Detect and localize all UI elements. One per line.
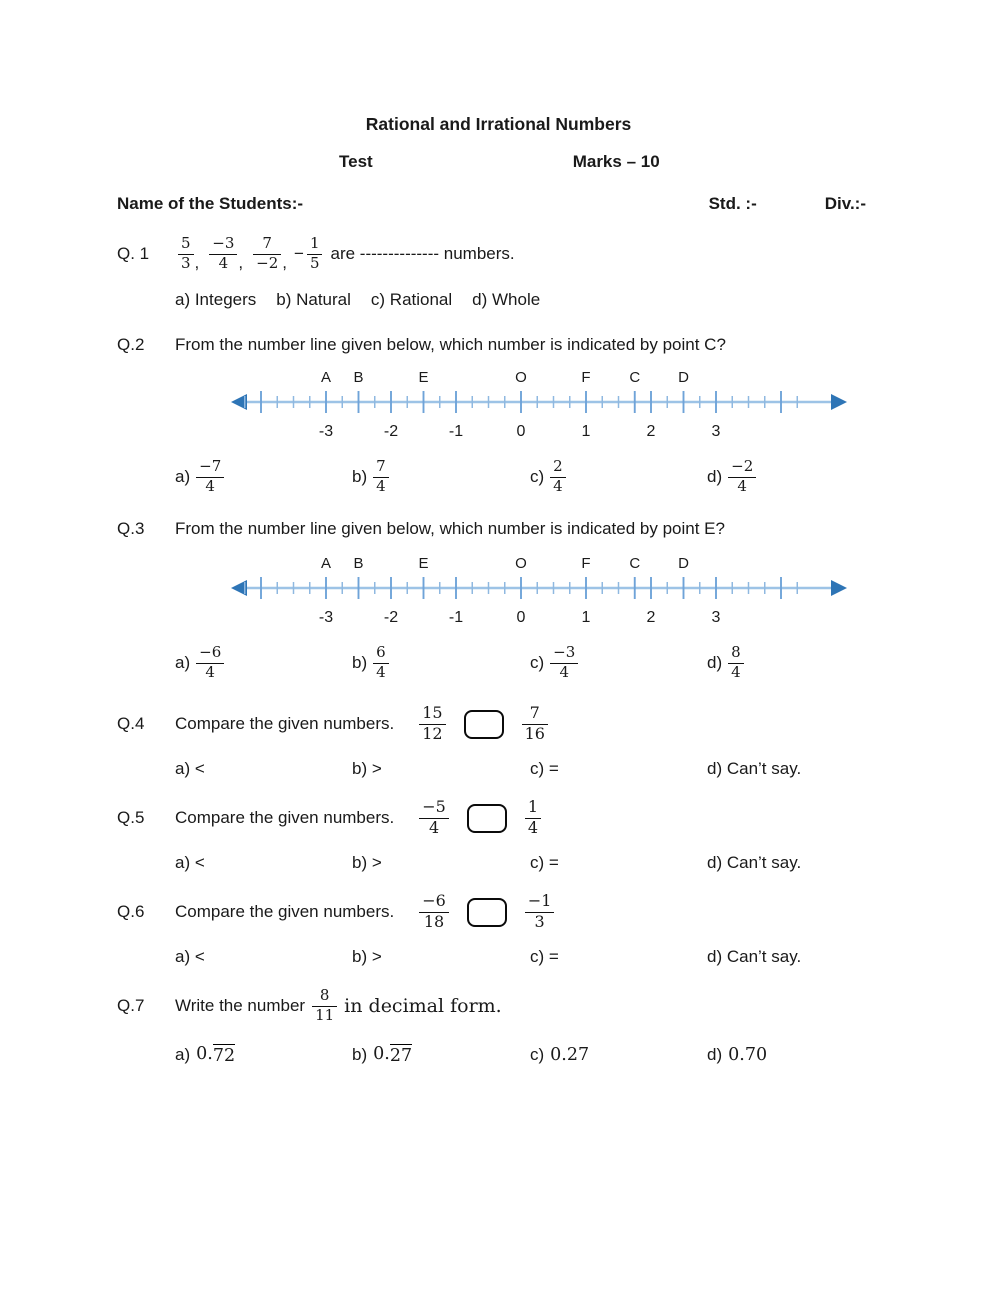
test-label: Test [339,152,373,171]
q4-option-c: c) = [530,759,559,778]
svg-text:D: D [678,555,689,572]
fraction-right: $\frac{1}{4}$ [525,798,541,838]
q3-option-d: d) $\frac{8}{4}$ [707,644,880,681]
q7-option-d: d) 0.70 [707,1045,768,1065]
fraction: $\frac{8}{11}$ [312,987,337,1024]
fraction: $\frac{8}{4}$ [728,644,744,681]
svg-text:D: D [678,369,689,386]
separator: , [282,253,287,272]
question-4-number: Q.4 [117,714,145,733]
fraction: $\frac{1}{5}$ [307,235,323,272]
q6-comparison [419,892,554,932]
question-3 [117,518,880,540]
fraction: $\frac{-3}{4}$ [550,644,578,681]
fraction-right: $\frac{7}{16}$ [522,704,548,744]
svg-text:-2: -2 [383,423,399,440]
question-2-number: Q.2 [117,335,145,354]
question-3-number: Q.3 [117,519,145,538]
question-6 [117,887,880,937]
fraction: $\frac{-6}{4}$ [196,644,224,681]
svg-text:2: 2 [646,423,656,440]
svg-text:-3: -3 [318,423,334,440]
svg-text:3: 3 [711,423,721,440]
svg-text:C: C [629,369,641,386]
marks-label: Marks – 10 [572,152,660,171]
question-7-text-before: Write the number [175,996,306,1015]
q1-option-d: d) Whole [472,290,541,309]
fraction: $\frac{-3}{4}$ [209,235,237,272]
question-1-number: Q. 1 [117,244,150,263]
q2-option-a: a) $\frac{-7}{4}$ [175,458,352,495]
svg-text:-1: -1 [448,609,464,626]
q3-option-a: a) $\frac{-6}{4}$ [175,644,352,681]
q1-option-c: c) Rational [370,290,453,309]
compare-answer-box[interactable] [464,710,504,739]
q6-options [175,946,880,968]
q2-options [175,454,880,500]
q7-option-b: b) 0. 27 [352,1044,413,1066]
q4-option-a: a) < [175,759,205,778]
svg-text:F: F [581,555,591,572]
fraction-left: $\frac{-6}{18}$ [419,892,449,932]
svg-text:B: B [353,369,364,386]
q7-options [175,1042,880,1068]
fraction: $\frac{7}{4}$ [373,458,389,495]
q6-option-b: b) > [352,947,382,966]
svg-text:A: A [320,369,332,386]
svg-text:-1: -1 [448,423,464,440]
q5-option-b: b) > [352,853,382,872]
fraction-right: $\frac{-1}{3}$ [525,892,555,932]
q3-options [175,640,880,686]
q2-option-b: b) $\frac{7}{4}$ [352,458,530,495]
question-1 [117,232,880,276]
svg-text:2: 2 [646,609,656,626]
question-7-number: Q.7 [117,996,145,1015]
svg-text:-3: -3 [318,609,334,626]
name-label: Name of the Students:- [117,194,304,213]
q1-option-b: b) Natural [276,290,351,309]
fraction: $\frac{-7}{4}$ [196,458,224,495]
question-3-text: From the number line given below, which number is indicated by point E? [175,519,725,538]
q1-options [175,290,880,312]
question-6-text: Compare the given numbers. [175,902,395,921]
q4-option-d: d) Can’t say. [707,759,802,778]
question-4 [117,699,880,749]
fraction-sign: − [294,244,304,263]
svg-text:O: O [515,369,527,386]
compare-answer-box[interactable] [467,804,507,833]
q6-option-a: a) < [175,947,205,966]
separator: , [194,253,200,272]
question-7 [117,982,880,1030]
repeating-decimal-bar: 72 [212,1046,236,1066]
number-line-q2 [229,366,880,444]
page-title: Rational and Irrational Numbers [365,114,632,134]
question-4-text: Compare the given numbers. [175,714,395,733]
q4-comparison [419,704,548,744]
svg-text:1: 1 [581,423,591,440]
svg-text:O: O [515,555,527,572]
svg-text:-2: -2 [383,609,399,626]
svg-text:0: 0 [516,423,526,440]
question-1-expression [175,235,515,272]
question-5-number: Q.5 [117,808,145,827]
svg-text:A: A [320,555,332,572]
question-1-suffix: are -------------- numbers. [330,244,515,263]
svg-text:C: C [629,555,641,572]
svg-text:F: F [581,369,591,386]
question-6-number: Q.6 [117,902,145,921]
q5-comparison [419,798,541,838]
q6-option-d: d) Can’t say. [707,947,802,966]
repeating-decimal-bar: 27 [389,1046,413,1066]
fraction-left: $\frac{15}{12}$ [419,704,445,744]
compare-answer-box[interactable] [467,898,507,927]
q5-option-a: a) < [175,853,205,872]
svg-text:3: 3 [711,609,721,626]
svg-text:B: B [353,555,364,572]
question-5 [117,793,880,843]
std-label: Std. :- [708,194,757,213]
q5-option-c: c) = [530,853,559,872]
q2-option-d: d) $\frac{-2}{4}$ [707,458,880,495]
separator: , [238,253,244,272]
question-5-text: Compare the given numbers. [175,808,395,827]
q4-option-b: b) > [352,759,382,778]
fraction: $\frac{-2}{4}$ [728,458,756,495]
q1-option-a: a) Integers [175,290,257,309]
svg-text:E: E [418,369,429,386]
student-info-row [117,194,880,216]
q5-option-d: d) Can’t say. [707,853,802,872]
div-label: Div.:- [824,194,866,213]
q3-option-b: b) $\frac{6}{4}$ [352,644,530,681]
fraction: $\frac{2}{4}$ [550,458,566,495]
q6-option-c: c) = [530,947,559,966]
question-2 [117,334,880,356]
q4-options [175,758,880,780]
svg-text:1: 1 [581,609,591,626]
svg-text:E: E [418,555,429,572]
fraction: $\frac{7}{-2}$ [253,235,281,272]
fraction: $\frac{6}{4}$ [373,644,389,681]
subheader-row [117,152,880,174]
question-2-text: From the number line given below, which number is indicated by point C? [175,335,726,354]
question-7-expression [175,987,502,1024]
q5-options [175,852,880,874]
q7-option-c: c) 0.27 [530,1045,590,1065]
q7-option-a: a) 0. 72 [175,1044,236,1066]
number-line-q3 [229,552,880,630]
q3-option-c: c) $\frac{-3}{4}$ [530,644,707,681]
fraction: $\frac{5}{3}$ [178,235,194,272]
question-7-text-after: in decimal form. [344,995,502,1017]
svg-text:0: 0 [516,609,526,626]
fraction-left: $\frac{-5}{4}$ [419,798,449,838]
q2-option-c: c) $\frac{2}{4}$ [530,458,707,495]
